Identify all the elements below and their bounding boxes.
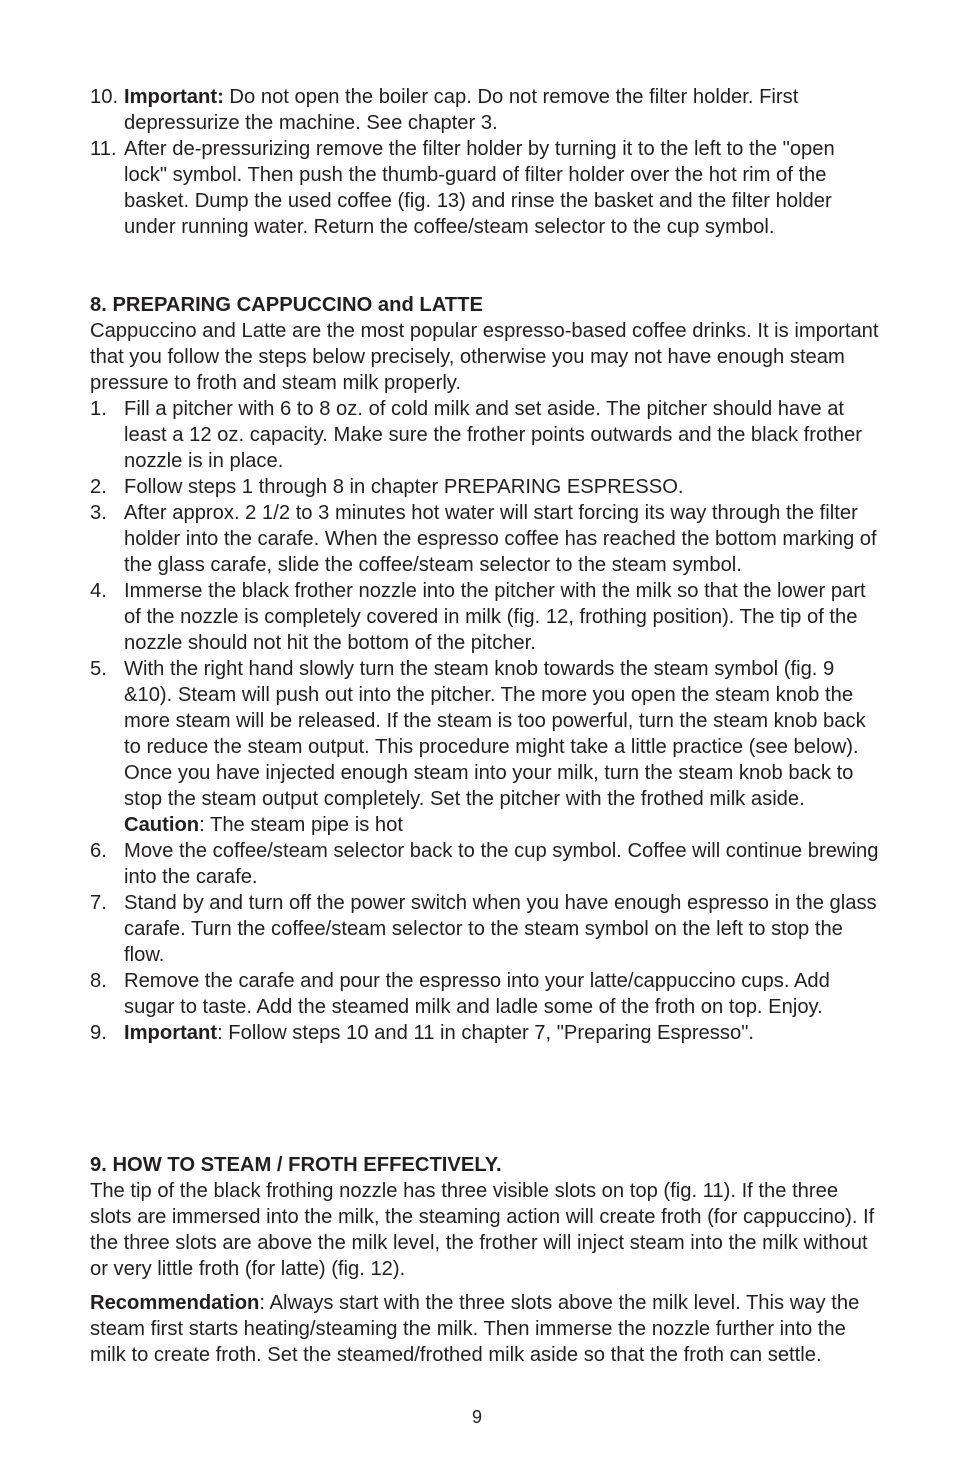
section-8-heading: 8. PREPARING CAPPUCCINO and LATTE — [90, 294, 483, 316]
step-number: 2. — [90, 476, 107, 498]
step-text: Stand by and turn off the power switch when you have enough espresso in the glass carafe. Turn the coffee/steam selector to the steam symbol on the left to stop the flow. — [124, 892, 877, 966]
step-number: 3. — [90, 502, 107, 524]
step-number: 8. — [90, 970, 107, 992]
list-item-7 — [90, 890, 880, 968]
list-item-6 — [90, 838, 880, 890]
list-item-4 — [90, 578, 880, 656]
important-label: Important: — [124, 86, 224, 108]
step-text: Fill a pitcher with 6 to 8 oz. of cold milk and set aside. The pitcher should have at least a 12 oz. capacity. Make sure the frother points outwards and the black frother nozzle is in place. — [124, 398, 862, 472]
list-item-5 — [90, 656, 880, 838]
step-text: Move the coffee/steam selector back to the cup symbol. Coffee will continue brewing into the carafe. — [124, 840, 879, 888]
list-item-10 — [90, 84, 880, 136]
section-8-steps — [90, 396, 880, 1046]
list-item-8 — [90, 968, 880, 1020]
step-text: After de-pressurizing remove the filter holder by turning it to the left to the "open lock" symbol. Then push the thumb-guard of filter holder over the hot rim of the basket. Dump the used coffee (fig. 13) and rinse the basket and the filter holder under running water. Return the coffee/steam selector to the cup symbol. — [124, 138, 835, 238]
step-text: After approx. 2 1/2 to 3 minutes hot water will start forcing its way through the filter holder into the carafe. When the espresso coffee has reached the bottom marking of the glass carafe, slide the coffee/steam selector to the steam symbol. — [124, 502, 877, 576]
step-text: : Follow steps 10 and 11 in chapter 7, "Preparing Espresso". — [217, 1022, 754, 1044]
recommendation-label: Recommendation — [90, 1292, 260, 1314]
step-number: 5. — [90, 658, 107, 680]
step-number: 1. — [90, 398, 107, 420]
list-item-3 — [90, 500, 880, 578]
step-text: Remove the carafe and pour the espresso into your latte/cappuccino cups. Add sugar to taste. Add the steamed milk and ladle some of the froth on top. Enjoy. — [124, 970, 830, 1018]
step-text: Follow steps 1 through 8 in chapter PREPARING ESPRESSO. — [124, 476, 684, 498]
step-text-after: : The steam pipe is hot — [199, 814, 403, 836]
step-number: 9. — [90, 1022, 107, 1044]
continued-steps-list — [90, 84, 880, 240]
step-text: Do not open the boiler cap. Do not remove the filter holder. First depressurize the machine. See chapter 3. — [124, 86, 799, 134]
step-number: 7. — [90, 892, 107, 914]
list-item-2 — [90, 474, 880, 500]
list-item-11 — [90, 136, 880, 240]
page-number: 9 — [471, 1407, 482, 1427]
step-number: 4. — [90, 580, 107, 602]
step-number: 11. — [90, 138, 117, 160]
step-number: 6. — [90, 840, 107, 862]
list-item-1 — [90, 396, 880, 474]
section-8-intro: Cappuccino and Latte are the most popular espresso-based coffee drinks. It is important that you follow the steps below precisely, otherwise you may not have enough steam pressure to froth and steam milk properly. — [90, 320, 879, 394]
step-text: Immerse the black frother nozzle into the pitcher with the milk so that the lower part of the nozzle is completely covered in milk (fig. 12, frothing position). The tip of the nozzle should not hit the bottom of the pitcher. — [124, 580, 866, 654]
caution-label: Caution — [124, 814, 200, 836]
step-text: With the right hand slowly turn the steam knob towards the steam symbol (fig. 9 &10). Steam will push out into the pitcher. The more you open the steam knob the more steam will be released. If the steam is too powerful, turn the steam knob back to reduce the steam output. This procedure might take a little practice (see below). Once you have injected enough steam into your milk, turn the steam knob back to stop the steam output completely. Set the pitcher with the frothed milk aside. — [124, 658, 866, 810]
recommendation-paragraph — [90, 1290, 880, 1368]
section-9-heading: 9. HOW TO STEAM / FROTH EFFECTIVELY. — [90, 1154, 502, 1176]
list-item-9 — [90, 1020, 880, 1046]
important-label: Important — [124, 1022, 218, 1044]
step-number: 10. — [90, 86, 119, 108]
recommendation-text: : Always start with the three slots above the milk level. This way the steam first starts heating/steaming the milk. Then immerse the nozzle further into the milk to create froth. Set the steamed/frothed milk aside so that the froth can settle. — [90, 1292, 860, 1366]
section-9-paragraph: The tip of the black frothing nozzle has three visible slots on top (fig. 11). If the three slots are immersed into the milk, the steaming action will create froth (for cappuccino). If the three slots are above the milk level, the frother will inject steam into the milk without or very little froth (for latte) (fig. 12). — [90, 1180, 875, 1280]
